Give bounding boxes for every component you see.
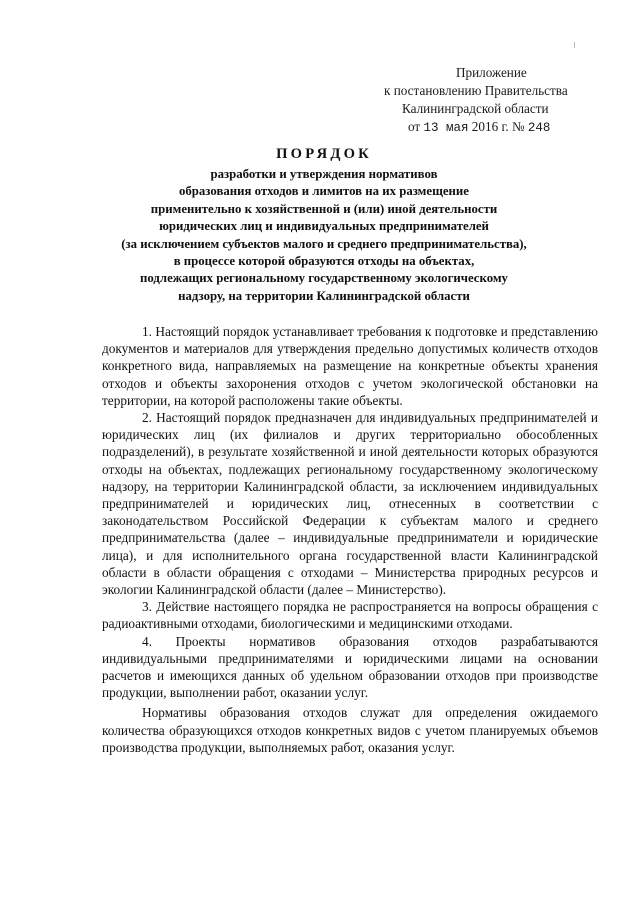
paragraph-4: 4. Проекты нормативов образования отходов разрабатываются индивидуальными предпринимателями и юридическими лицами на основании расчетов и имеющихся данных об удельном образовании отходов при производстве продукции, выполнении работ, оказании услуг. [102,633,598,701]
annex-block [380,64,600,137]
document-title: ПОРЯДОК [276,146,372,162]
subtitle-line: в процессе которой образуются отходы на объектах, [173,254,475,269]
document-subtitle [86,166,562,305]
subtitle-line: подлежащих региональному государственному экологическому [140,271,508,286]
annex-date-line [380,118,600,137]
subtitle-line: образования отходов и лимитов на их размещение [178,184,469,199]
annex-number-value: 248 [527,121,551,135]
subtitle-line: надзору, на территории Калининградской области [178,288,470,303]
paragraph-3: 3. Действие настоящего порядка не распространяется на вопросы обращения с радиоактивными отходами, биологическими и медицинскими отходами. [102,599,598,632]
annex-date-value: 13 мая [423,121,469,135]
subtitle-line: (за исключением субъектов малого и среднего предпринимательства), [121,236,527,251]
annex-title: Приложение [456,65,527,80]
annex-date-prefix: от [408,119,421,134]
annex-region: Калининградской области [402,101,549,116]
document-body [102,323,598,756]
subtitle-line: применительно к хозяйственной и (или) иной деятельности [150,201,498,216]
subtitle-line: юридических лиц и индивидуальных предпринимателей [159,219,489,234]
paragraph-5: Нормативы образования отходов служат для определения ожидаемого количества образующихся отходов конкретных видов с учетом планируемых объемов производства продукции, выполняемых работ, оказания услуг. [102,705,598,755]
annex-number-sign: № [511,119,525,134]
scan-mark [574,42,575,48]
annex-year: 2016 г. [471,119,509,134]
annex-resolution: к постановлению Правительства [384,83,568,98]
paragraph-1: 1. Настоящий порядок устанавливает требования к подготовке и представлению документов и материалов для утверждения предельно допустимых количеств отходов конкретного вида, направляемых на размещение на конкретные объекты хранения отходов и объекты захоронения отходов с учетом экологической обстановки на территории, на которой расположены такие объекты. [102,324,598,408]
paragraph-2: 2. Настоящий порядок предназначен для индивидуальных предпринимателей и юридических лиц (их филиалов и других территориально обособленных подразделений), в результате хозяйственной и иной деятельности которых образуются отходы на объектах, подлежащих региональному государственному экологическому надзору, на территории Калининградской области, за исключением индивидуальных предпринимателей и юридических лиц, отнесенных в соответствии с законодательством Российской Федерации к субъектам малого и среднего предпринимательства (далее – индивидуальные предприниматели и юридические лица), и для исполнительного органа государственной власти Калининградской области в области обращения с отходами – Министерства природных ресурсов и экологии Калининградской области (далее – Министерство). [102,410,598,598]
subtitle-line: разработки и утверждения нормативов [210,167,438,181]
